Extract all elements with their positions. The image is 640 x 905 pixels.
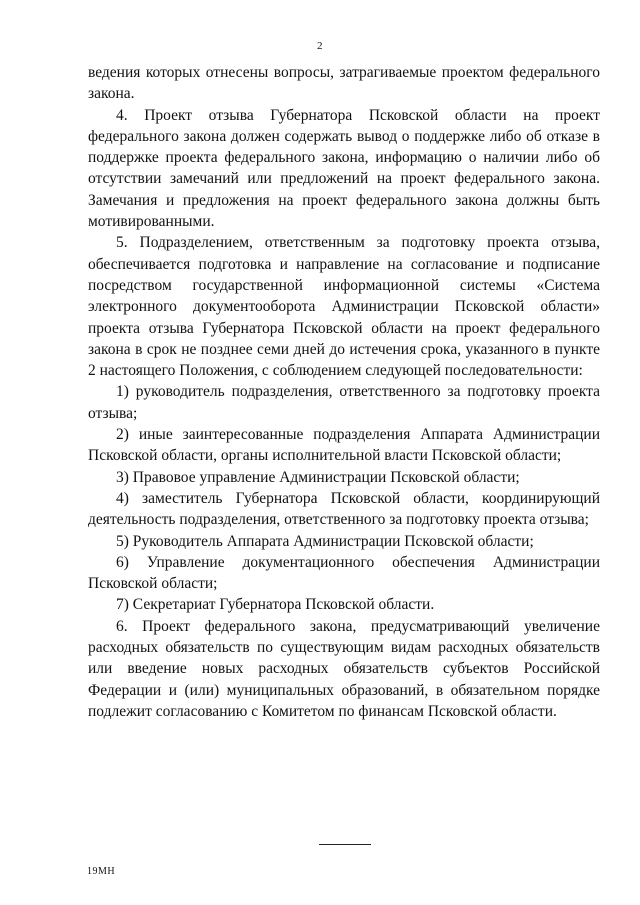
list-item-6: 6) Управление документационного обеспечения Администрации Псковской области; [88, 553, 600, 593]
list-item-4: 4) заместитель Губернатора Псковской области, координирующий деятельность подразделения, ответственного за подготовку проекта отзыва; [88, 489, 600, 529]
footer-code: 19МН [87, 866, 116, 877]
list-item-1: 1) руководитель подразделения, ответственного за подготовку проекта отзыва; [88, 383, 600, 422]
paragraph-continuation: ведения которых отнесены вопросы, затрагиваемые проектом федерального закона. [88, 64, 600, 103]
paragraph-item-4: 4. Проект отзыва Губернатора Псковской области на проект федерального закона должен содержать вывод о поддержке либо об отказе в поддержке проекта федерального закона, информацию о наличии либо об отсутствии замечаний или предложений на проект федерального закона. Замечания и предложения на проект федерального закона должны быть мотивированными. [88, 106, 600, 231]
end-of-text-rule [319, 844, 371, 845]
list-item-3: 3) Правовое управление Администрации Псковской области; [116, 468, 520, 486]
list-item-5: 5) Руководитель Аппарата Администрации Псковской области; [116, 532, 534, 550]
page-number: 2 [317, 40, 323, 52]
paragraph-item-6: 6. Проект федерального закона, предусматривающий увеличение расходных обязательств по существующим видам расходных обязательств или введение новых расходных обязательств субъектов Российской Федерации и (или) муниципальных образований, в обязательном порядке подлежит согласованию с Комитетом по финансам Псковской области. [88, 617, 600, 720]
paragraph-item-5: 5. Подразделением, ответственным за подготовку проекта отзыва, обеспечивается подготовка и направление на согласование и подписание посредством государственной информационной системы «Система электронного документооборота Администрации Псковской области» проекта отзыва Губернатора Псковской области на проект федерального закона в срок не позднее семи дней до истечения срока, указанного в пункте 2 настоящего Положения, с соблюдением следующей последовательности: [88, 234, 600, 380]
list-item-2: 2) иные заинтересованные подразделения Аппарата Администрации Псковской области, органы исполнительной власти Псковской области; [88, 426, 600, 465]
document-body [88, 62, 600, 722]
list-item-7: 7) Секретариат Губернатора Псковской области. [116, 596, 435, 614]
